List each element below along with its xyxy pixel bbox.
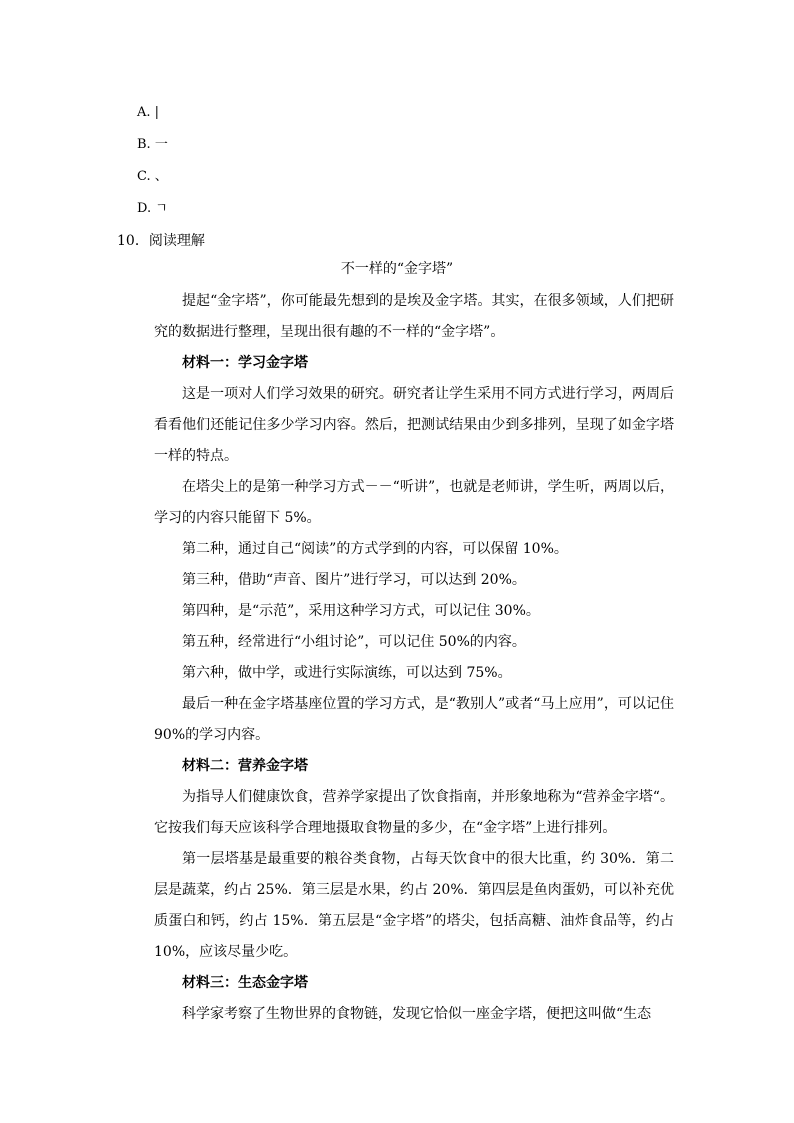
option-b[interactable]: B. 一 bbox=[137, 137, 168, 152]
option-c[interactable]: C. 、 bbox=[137, 169, 168, 184]
material-2-heading: 材料二：营养金字塔 bbox=[182, 758, 308, 774]
passage-title: 不一样的“金字塔” bbox=[340, 261, 454, 277]
material-1-paragraph: 第三种，借助“声音、图片”进行学习，可以达到 20%。 bbox=[182, 572, 526, 588]
passage-body bbox=[154, 286, 674, 1030]
material-1-paragraph: 第五种，经常进行“小组讨论”，可以记住 50%的内容。 bbox=[182, 634, 526, 650]
option-d[interactable]: D. ㄱ bbox=[137, 201, 168, 216]
material-1-paragraph: 第二种，通过自己“阅读”的方式学到的内容，可以保留 10%。 bbox=[182, 541, 568, 557]
material-1-paragraph: 第六种，做中学，或进行实际演练，可以达到 75%。 bbox=[182, 665, 512, 681]
material-2-paragraph: 第一层塔基是最重要的粮谷类食物，占每天饮食中的很大比重，约 30%．第二层是蔬菜，约占 25%．第三层是水果，约占 20%．第四层是鱼肉蛋奶，可以补充优质蛋白和钙，约占 15%．第五层是“金字塔”的塔尖，包括高糖、油炸食品等，约占 10%，应该尽量少吃。 bbox=[154, 851, 674, 960]
intro-paragraph: 提起“金字塔”，你可能最先想到的是埃及金字塔。其实，在很多领域，人们把研究的数据进行整理，呈现出很有趣的不一样的“金字塔”。 bbox=[154, 293, 674, 340]
material-1-heading: 材料一：学习金字塔 bbox=[182, 355, 308, 371]
option-a[interactable]: A. | bbox=[137, 105, 160, 120]
question-number: 10．阅读理解 bbox=[117, 233, 205, 249]
material-1-paragraph: 这是一项对人们学习效果的研究。研究者让学生采用不同方式进行学习，两周后看看他们还能记住多少学习内容。然后，把测试结果由少到多排列，呈现了如金字塔一样的特点。 bbox=[154, 386, 674, 464]
material-3-paragraph: 科学家考察了生物世界的食物链，发现它恰似一座金字塔，便把这叫做“生态 bbox=[182, 1006, 652, 1022]
material-2-paragraph: 为指导人们健康饮食，营养学家提出了饮食指南，并形象地称为“营养金字塔“。它按我们每天应该科学合理地摄取食物量的多少，在“金字塔”上进行排列。 bbox=[154, 789, 674, 836]
material-1-paragraph: 在塔尖上的是第一种学习方式－－“听讲”，也就是老师讲，学生听，两周以后，学习的内容只能留下 5%。 bbox=[154, 479, 674, 526]
material-3-heading: 材料三：生态金字塔 bbox=[182, 975, 308, 991]
material-1-paragraph: 第四种，是“示范”，采用这种学习方式，可以记住 30%。 bbox=[182, 603, 540, 619]
material-1-paragraph: 最后一种在金字塔基座位置的学习方式，是“教别人”或者“马上应用”，可以记住 90%的学习内容。 bbox=[154, 696, 674, 743]
